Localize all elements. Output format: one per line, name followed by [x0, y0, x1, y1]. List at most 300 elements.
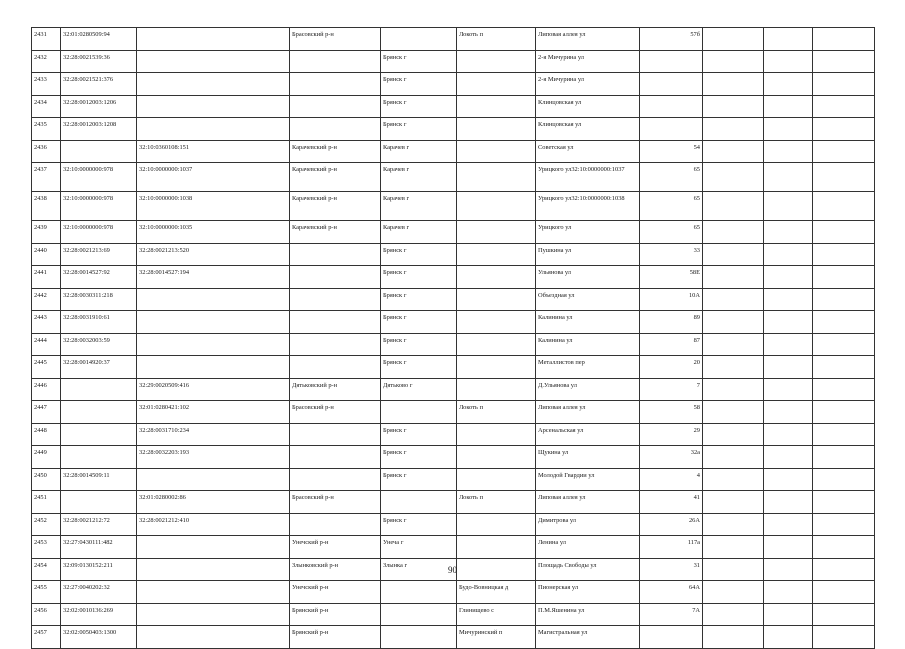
- table-cell: [813, 50, 875, 73]
- table-cell: 32:10:0360108:151: [137, 140, 290, 163]
- table-cell: Брянск г: [381, 446, 457, 469]
- table-cell: 58: [640, 401, 703, 424]
- table-cell: [813, 468, 875, 491]
- table-cell: [703, 446, 764, 469]
- table-cell: Брянск г: [381, 468, 457, 491]
- table-cell: 32:28:0032203:193: [137, 446, 290, 469]
- table-cell: 87: [640, 333, 703, 356]
- table-cell: [290, 288, 381, 311]
- table-cell: [703, 603, 764, 626]
- table-cell: [61, 446, 137, 469]
- table-cell: 32:28:0012003:1206: [61, 95, 137, 118]
- table-cell: [764, 536, 813, 559]
- table-cell: 2451: [32, 491, 61, 514]
- table-cell: 2444: [32, 333, 61, 356]
- table-cell: [813, 163, 875, 192]
- table-cell: 65: [640, 192, 703, 221]
- table-cell: [640, 95, 703, 118]
- table-cell: Брянск г: [381, 73, 457, 96]
- table-cell: [764, 140, 813, 163]
- registry-table: [31, 27, 875, 649]
- table-cell: 32:01:0280509:94: [61, 28, 137, 51]
- table-cell: [457, 311, 536, 334]
- table-cell: [290, 423, 381, 446]
- table-cell: [457, 266, 536, 289]
- table-row: [32, 378, 875, 401]
- table-cell: [764, 73, 813, 96]
- table-cell: 32:27:0430111:482: [61, 536, 137, 559]
- table-cell: [813, 28, 875, 51]
- table-cell: [764, 243, 813, 266]
- table-cell: [137, 311, 290, 334]
- table-cell: [813, 333, 875, 356]
- table-cell: [703, 311, 764, 334]
- table-cell: 2448: [32, 423, 61, 446]
- table-cell: 2457: [32, 626, 61, 649]
- table-cell: [290, 356, 381, 379]
- table-cell: Брянск г: [381, 513, 457, 536]
- table-cell: [703, 163, 764, 192]
- table-row: [32, 423, 875, 446]
- table-cell: [703, 288, 764, 311]
- table-row: [32, 603, 875, 626]
- table-cell: 4: [640, 468, 703, 491]
- table-cell: Металлистов пер: [536, 356, 640, 379]
- table-cell: Брянск г: [381, 356, 457, 379]
- table-cell: Площадь Свободы ул: [536, 558, 640, 581]
- table-cell: 32:09:0130152:211: [61, 558, 137, 581]
- table-cell: 32:28:0012003:1208: [61, 118, 137, 141]
- table-cell: [764, 491, 813, 514]
- table-cell: [764, 356, 813, 379]
- table-cell: Будо-Вовницкая д: [457, 581, 536, 604]
- table-cell: [137, 95, 290, 118]
- table-cell: 2453: [32, 536, 61, 559]
- table-cell: 32:02:0050403:1300: [61, 626, 137, 649]
- table-cell: [640, 50, 703, 73]
- table-cell: [703, 513, 764, 536]
- table-cell: Карачевский р-н: [290, 192, 381, 221]
- table-cell: [290, 468, 381, 491]
- table-row: [32, 243, 875, 266]
- table-cell: Брянский р-н: [290, 626, 381, 649]
- table-cell: [813, 266, 875, 289]
- table-cell: 2432: [32, 50, 61, 73]
- table-cell: [290, 118, 381, 141]
- table-cell: [813, 243, 875, 266]
- table-cell: 32:28:0030311:218: [61, 288, 137, 311]
- table-cell: [813, 221, 875, 244]
- table-row: [32, 288, 875, 311]
- table-cell: [703, 536, 764, 559]
- table-cell: [290, 513, 381, 536]
- table-cell: [813, 446, 875, 469]
- table-cell: [457, 468, 536, 491]
- table-cell: [764, 446, 813, 469]
- table-cell: 32:28:0021212:72: [61, 513, 137, 536]
- table-cell: 2455: [32, 581, 61, 604]
- table-row: [32, 333, 875, 356]
- table-cell: 2454: [32, 558, 61, 581]
- table-cell: [813, 356, 875, 379]
- table-cell: [813, 73, 875, 96]
- table-cell: Карачевский р-н: [290, 163, 381, 192]
- table-cell: Карачев г: [381, 221, 457, 244]
- table-cell: 7А: [640, 603, 703, 626]
- table-cell: [137, 118, 290, 141]
- table-cell: [813, 536, 875, 559]
- table-cell: 32:29:0020509:416: [137, 378, 290, 401]
- table-cell: [813, 423, 875, 446]
- table-cell: [764, 603, 813, 626]
- table-row: [32, 626, 875, 649]
- table-cell: Локоть п: [457, 28, 536, 51]
- table-cell: Дятьково г: [381, 378, 457, 401]
- table-cell: [457, 95, 536, 118]
- table-row: [32, 140, 875, 163]
- table-row: [32, 163, 875, 192]
- table-cell: 2443: [32, 311, 61, 334]
- table-cell: Пушкина ул: [536, 243, 640, 266]
- document-sheet: [31, 27, 874, 649]
- table-cell: [290, 73, 381, 96]
- table-cell: 32:10:0000000:1037: [137, 163, 290, 192]
- table-row: [32, 221, 875, 244]
- table-cell: [137, 28, 290, 51]
- table-cell: 2431: [32, 28, 61, 51]
- table-cell: 2441: [32, 266, 61, 289]
- table-cell: 32:28:0014509:11: [61, 468, 137, 491]
- table-cell: Брянск г: [381, 333, 457, 356]
- table-cell: Брянск г: [381, 118, 457, 141]
- table-cell: Злынковский р-н: [290, 558, 381, 581]
- table-cell: 32:27:0040202:32: [61, 581, 137, 604]
- table-cell: [137, 581, 290, 604]
- table-row: [32, 468, 875, 491]
- table-cell: Брянск г: [381, 288, 457, 311]
- table-cell: 2445: [32, 356, 61, 379]
- table-cell: [764, 401, 813, 424]
- table-cell: 32:10:0000000:1035: [137, 221, 290, 244]
- table-cell: Магистральная ул: [536, 626, 640, 649]
- table-cell: [703, 28, 764, 51]
- table-cell: Локоть п: [457, 491, 536, 514]
- table-cell: Объездная ул: [536, 288, 640, 311]
- table-cell: [137, 536, 290, 559]
- table-row: [32, 192, 875, 221]
- table-cell: [457, 378, 536, 401]
- table-cell: [813, 401, 875, 424]
- table-cell: [764, 28, 813, 51]
- table-cell: 2440: [32, 243, 61, 266]
- table-cell: [703, 378, 764, 401]
- table-cell: Калинина ул: [536, 311, 640, 334]
- table-cell: [813, 288, 875, 311]
- table-cell: [813, 311, 875, 334]
- table-cell: [813, 140, 875, 163]
- table-cell: [457, 513, 536, 536]
- table-cell: 32:10:0000000:978: [61, 192, 137, 221]
- table-cell: 31: [640, 558, 703, 581]
- table-cell: [764, 581, 813, 604]
- table-cell: Карачев г: [381, 163, 457, 192]
- table-cell: [703, 95, 764, 118]
- table-cell: [703, 118, 764, 141]
- table-row: [32, 536, 875, 559]
- table-cell: [764, 423, 813, 446]
- table-cell: [457, 221, 536, 244]
- table-cell: Брасовский р-н: [290, 401, 381, 424]
- table-cell: [457, 73, 536, 96]
- table-cell: [764, 95, 813, 118]
- table-cell: Брянск г: [381, 311, 457, 334]
- table-cell: [457, 243, 536, 266]
- table-cell: [813, 118, 875, 141]
- table-cell: Унечский р-н: [290, 581, 381, 604]
- table-cell: 57б: [640, 28, 703, 51]
- table-cell: Липовая аллея ул: [536, 491, 640, 514]
- table-cell: [764, 118, 813, 141]
- table-cell: 32:28:0021213:520: [137, 243, 290, 266]
- table-cell: [764, 266, 813, 289]
- table-cell: [703, 266, 764, 289]
- table-cell: [137, 356, 290, 379]
- table-cell: [703, 333, 764, 356]
- table-row: [32, 73, 875, 96]
- table-cell: [813, 378, 875, 401]
- table-cell: Щукина ул: [536, 446, 640, 469]
- table-cell: 2446: [32, 378, 61, 401]
- table-cell: [61, 423, 137, 446]
- table-cell: 54: [640, 140, 703, 163]
- table-cell: Урицкого ул: [536, 221, 640, 244]
- table-cell: Злынка г: [381, 558, 457, 581]
- table-cell: 2447: [32, 401, 61, 424]
- table-cell: 32:28:0014527:92: [61, 266, 137, 289]
- table-row: [32, 266, 875, 289]
- table-cell: 65: [640, 163, 703, 192]
- page-number: 90: [448, 565, 457, 575]
- table-cell: 32:10:0000000:978: [61, 221, 137, 244]
- table-cell: [137, 468, 290, 491]
- table-cell: Брасовский р-н: [290, 491, 381, 514]
- table-cell: [381, 28, 457, 51]
- table-cell: 32:28:0021539:36: [61, 50, 137, 73]
- table-cell: [457, 163, 536, 192]
- table-cell: Брянск г: [381, 50, 457, 73]
- table-cell: [381, 491, 457, 514]
- table-cell: [381, 603, 457, 626]
- table-cell: Клинцовская ул: [536, 118, 640, 141]
- table-cell: [457, 50, 536, 73]
- table-row: [32, 356, 875, 379]
- table-cell: Арсенальская ул: [536, 423, 640, 446]
- table-cell: Урицкого ул32:10:0000000:1038: [536, 192, 640, 221]
- table-cell: 2435: [32, 118, 61, 141]
- table-cell: [457, 333, 536, 356]
- table-cell: [703, 626, 764, 649]
- table-cell: [764, 626, 813, 649]
- table-row: [32, 491, 875, 514]
- table-cell: 32:28:0031910:61: [61, 311, 137, 334]
- table-cell: [703, 140, 764, 163]
- table-cell: [640, 626, 703, 649]
- table-cell: [703, 401, 764, 424]
- table-cell: Брянск г: [381, 266, 457, 289]
- table-cell: [290, 311, 381, 334]
- table-cell: [290, 50, 381, 73]
- table-cell: 26А: [640, 513, 703, 536]
- table-cell: Брянский р-н: [290, 603, 381, 626]
- table-cell: Карачев г: [381, 192, 457, 221]
- table-cell: [457, 446, 536, 469]
- table-cell: 32:28:0031710:234: [137, 423, 290, 446]
- table-cell: Брянск г: [381, 423, 457, 446]
- table-cell: 20: [640, 356, 703, 379]
- table-cell: 32:28:0032003:59: [61, 333, 137, 356]
- table-cell: Локоть п: [457, 401, 536, 424]
- table-cell: [381, 626, 457, 649]
- table-cell: [764, 221, 813, 244]
- table-row: [32, 513, 875, 536]
- table-row: [32, 95, 875, 118]
- table-cell: [813, 95, 875, 118]
- table-cell: Димитрова ул: [536, 513, 640, 536]
- table-cell: [290, 446, 381, 469]
- table-cell: [137, 288, 290, 311]
- table-cell: [457, 192, 536, 221]
- table-cell: Ленина ул: [536, 536, 640, 559]
- table-cell: Липовая аллея ул: [536, 401, 640, 424]
- table-cell: [457, 356, 536, 379]
- table-cell: Мичуринский п: [457, 626, 536, 649]
- table-cell: Калинина ул: [536, 333, 640, 356]
- table-cell: 2456: [32, 603, 61, 626]
- table-cell: 32:10:0000000:978: [61, 163, 137, 192]
- table-cell: Клинцовская ул: [536, 95, 640, 118]
- table-cell: Брасовский р-н: [290, 28, 381, 51]
- table-cell: Глинищево с: [457, 603, 536, 626]
- table-cell: [703, 356, 764, 379]
- table-row: [32, 311, 875, 334]
- table-cell: 32:10:0000000:1038: [137, 192, 290, 221]
- table-cell: [640, 73, 703, 96]
- table-cell: 89: [640, 311, 703, 334]
- table-cell: [703, 73, 764, 96]
- table-cell: [381, 581, 457, 604]
- table-cell: [764, 192, 813, 221]
- table-cell: 32:28:0021213:69: [61, 243, 137, 266]
- table-cell: 41: [640, 491, 703, 514]
- table-cell: 2452: [32, 513, 61, 536]
- table-cell: [457, 140, 536, 163]
- table-cell: 33: [640, 243, 703, 266]
- table-cell: 2-я Мичурина ул: [536, 50, 640, 73]
- table-cell: 2437: [32, 163, 61, 192]
- table-cell: Карачевский р-н: [290, 140, 381, 163]
- table-cell: [290, 95, 381, 118]
- table-cell: [61, 491, 137, 514]
- table-cell: Брянск г: [381, 243, 457, 266]
- table-cell: [137, 333, 290, 356]
- table-cell: [137, 73, 290, 96]
- table-cell: [764, 288, 813, 311]
- table-cell: [764, 163, 813, 192]
- table-cell: 32:01:0280002:86: [137, 491, 290, 514]
- table-row: [32, 446, 875, 469]
- table-cell: Унеча г: [381, 536, 457, 559]
- table-cell: Молодой Гвардии ул: [536, 468, 640, 491]
- table-row: [32, 581, 875, 604]
- table-cell: [813, 491, 875, 514]
- table-cell: [61, 140, 137, 163]
- table-cell: 2442: [32, 288, 61, 311]
- table-cell: [764, 333, 813, 356]
- table-cell: Урицкого ул32:10:0000000:1037: [536, 163, 640, 192]
- table-cell: [61, 401, 137, 424]
- table-cell: [703, 491, 764, 514]
- table-cell: [290, 243, 381, 266]
- table-cell: 2436: [32, 140, 61, 163]
- table-cell: 2434: [32, 95, 61, 118]
- table-cell: 32:02:0010136:269: [61, 603, 137, 626]
- table-cell: [703, 468, 764, 491]
- table-cell: [813, 513, 875, 536]
- table-cell: Ульянова ул: [536, 266, 640, 289]
- table-cell: [703, 581, 764, 604]
- table-cell: [457, 288, 536, 311]
- table-cell: [137, 50, 290, 73]
- table-cell: 2433: [32, 73, 61, 96]
- table-cell: [813, 192, 875, 221]
- table-cell: Брянск г: [381, 95, 457, 118]
- table-cell: [703, 243, 764, 266]
- table-cell: 2450: [32, 468, 61, 491]
- table-cell: 10А: [640, 288, 703, 311]
- table-cell: [764, 513, 813, 536]
- table-cell: 32а: [640, 446, 703, 469]
- table-cell: [457, 118, 536, 141]
- table-cell: [290, 266, 381, 289]
- table-cell: 7: [640, 378, 703, 401]
- table-cell: [813, 626, 875, 649]
- table-cell: [290, 333, 381, 356]
- table-cell: [137, 603, 290, 626]
- table-cell: 32:28:0014920:37: [61, 356, 137, 379]
- table-cell: 2438: [32, 192, 61, 221]
- table-cell: Липовая аллея ул: [536, 28, 640, 51]
- table-cell: 32:01:0280421:102: [137, 401, 290, 424]
- table-cell: [457, 423, 536, 446]
- table-cell: Унечский р-н: [290, 536, 381, 559]
- table-cell: 2-я Мичурина ул: [536, 73, 640, 96]
- table-row: [32, 401, 875, 424]
- table-cell: Карачевский р-н: [290, 221, 381, 244]
- table-cell: [813, 581, 875, 604]
- table-cell: [764, 311, 813, 334]
- table-cell: П.М.Яшенина ул: [536, 603, 640, 626]
- table-row: [32, 118, 875, 141]
- table-cell: 117а: [640, 536, 703, 559]
- table-row: [32, 50, 875, 73]
- table-cell: [381, 401, 457, 424]
- table-cell: [764, 468, 813, 491]
- table-cell: 32:28:0021521:376: [61, 73, 137, 96]
- table-cell: 32:28:0021212:410: [137, 513, 290, 536]
- table-cell: [61, 378, 137, 401]
- table-cell: [703, 423, 764, 446]
- table-cell: 29: [640, 423, 703, 446]
